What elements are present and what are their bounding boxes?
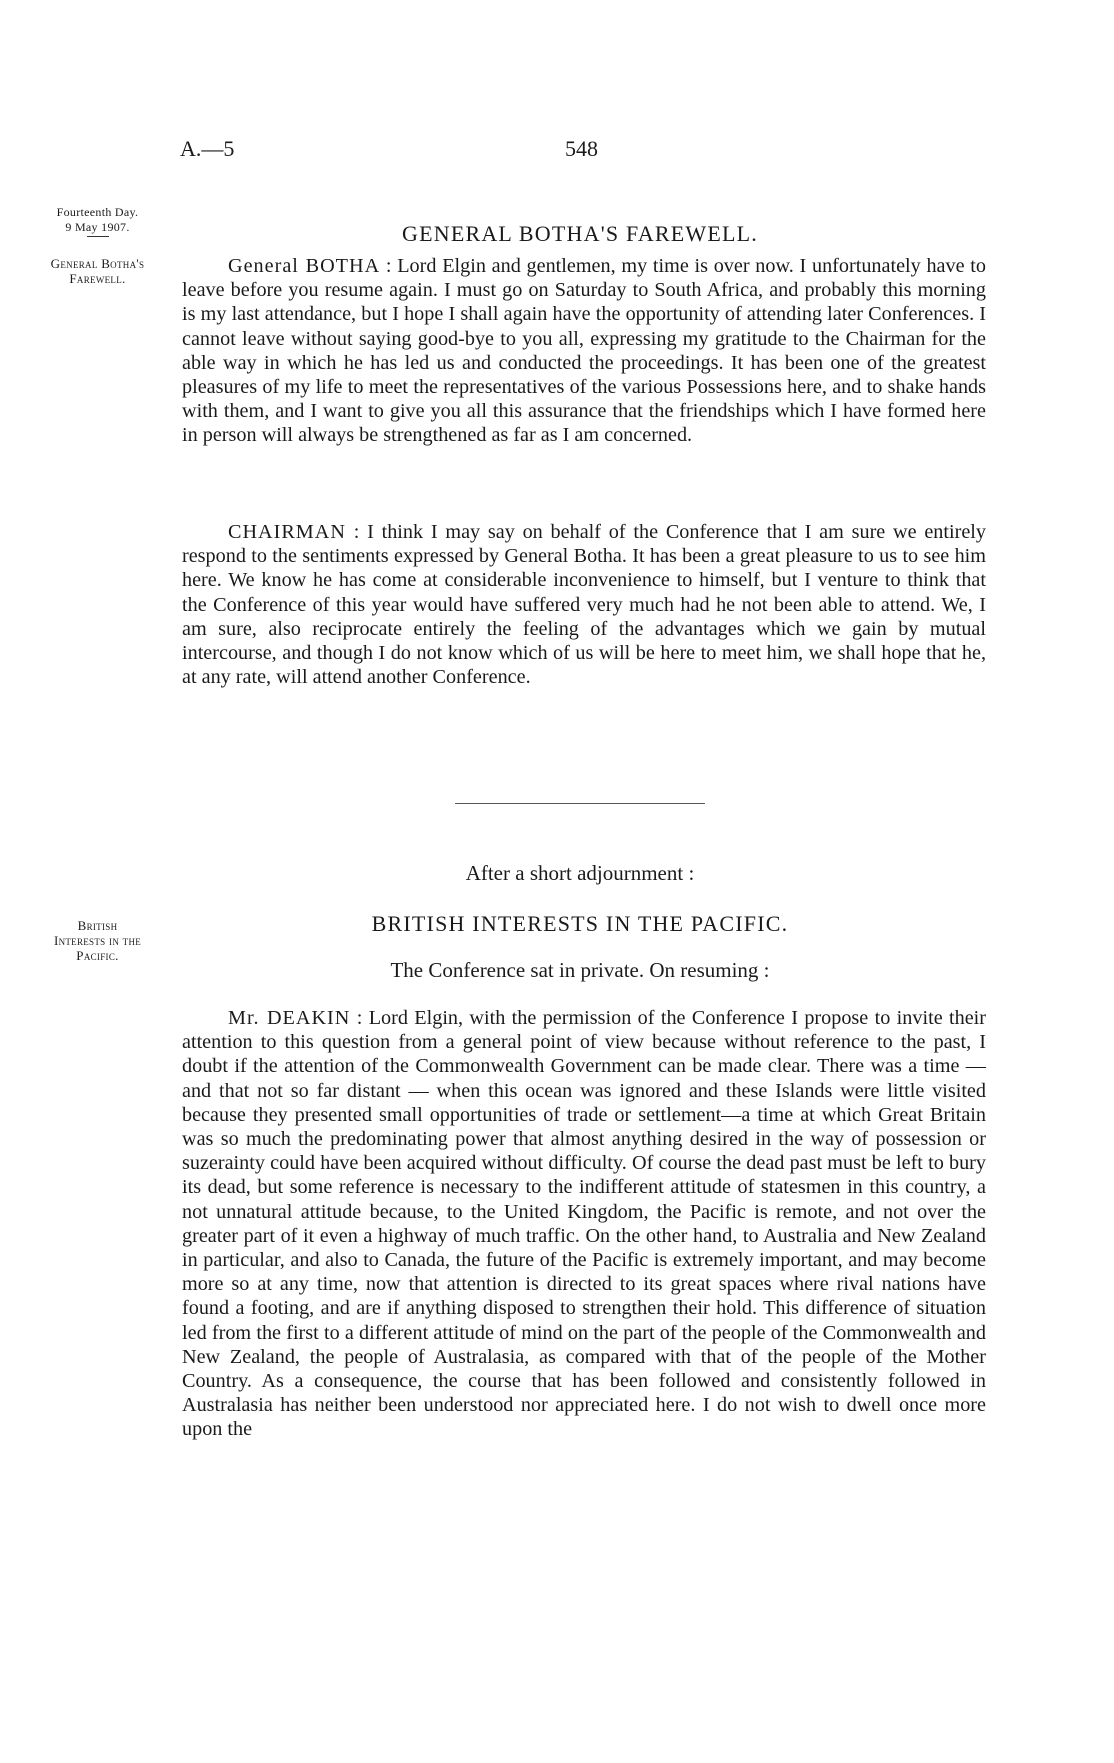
- section-title-pacific: BRITISH INTERESTS IN THE PACIFIC.: [371, 911, 789, 936]
- paragraph-chairman: [182, 520, 986, 689]
- margin-note-botha: [20, 256, 175, 286]
- paragraph-deakin: [182, 1006, 986, 1442]
- margin-dash: [87, 236, 109, 237]
- paper-reference: A.—5: [180, 136, 235, 161]
- paragraph-botha-text: : Lord Elgin and gentlemen, my time is over now. I unfortunately have to leave before you resume again. I must go on Saturday to South Africa, and probably this morning is my last attendance, but I hope I shall again have the opportunity of attending later Conferences. I cannot leave without saying good-bye to you all, expressing my gratitude to the Chairman for the able way in which he has led us and conducted the proceedings. It has been one of the greatest pleasures of my life to meet the representatives of the various Possessions here, and to shake hands with them, and I want to give you all this assurance that the friendships which I have formed here in person will always be strengthened as far as I am concerned.: [182, 255, 987, 447]
- section-divider: [455, 803, 705, 804]
- speaker-deakin: Mr. DEAKIN: [228, 1007, 351, 1029]
- margin-pacific-label: British Interests in the Pacific.: [53, 918, 142, 963]
- section-title-botha: GENERAL BOTHA'S FAREWELL.: [402, 221, 758, 246]
- margin-botha-label: General Botha's Farewell.: [50, 256, 145, 286]
- margin-note-date: [20, 205, 175, 241]
- margin-note-pacific: [20, 918, 175, 963]
- speaker-botha: General BOTHA: [228, 255, 381, 277]
- private-session-note: The Conference sat in private. On resuming :: [390, 958, 770, 982]
- page-number: 548: [565, 136, 598, 161]
- margin-day: Fourteenth Day.: [56, 205, 139, 219]
- margin-date: 9 May 1907.: [65, 220, 130, 234]
- speaker-chairman: CHAIRMAN: [228, 521, 346, 543]
- page-header: [0, 136, 1114, 166]
- paragraph-botha: [182, 254, 986, 448]
- paragraph-deakin-text: : Lord Elgin, with the permission of the Conference I propose to invite their attention to this question from a general point of view because without reference to the past, I doubt if the attention of the Commonwealth Government can be made clear. There was a time — and that not so far distant — when this ocean was ignored and these Islands were little visited because they presented small opportunities of trade or settlement—a time at which Great Britain was so much the predominating power that almost anything desired in the way of possession or suzerainty could have been acquired without difficulty. Of course the dead past must be left to bury its dead, but some reference is necessary to the indifferent attitude of statesmen in this country, a not unnatural attitude because, to the United Kingdom, the Pacific is remote, and not over the greater part of it even a highway of much traffic. On the other hand, to Australia and New Zealand in particular, and also to Canada, the future of the Pacific is extremely important, and may become more so at any time, now that attention is directed to its great spaces where rival nations have found a footing, and are if anything disposed to strengthen their hold. This difference of situation led from the first to a different attitude of mind on the part of the people of the Commonwealth and New Zealand, the people of Australasia, as compared with that of the people of the Mother Country. As a consequence, the course that has been followed and consistently followed in Australasia has neither been understood nor appreciated here. I do not wish to dwell once more upon the: [182, 1007, 987, 1441]
- paragraph-chairman-text: : I think I may say on behalf of the Conference that I am sure we entirely respond to the sentiments expressed by General Botha. It has been a great pleasure to us to see him here. We know he has come at considerable inconvenience to himself, but I venture to think that the Conference of this year would have suffered very much had he not been able to attend. We, I am sure, also reciprocate entirely the feeling of the advantages which we gain by mutual intercourse, and though I do not know which of us will be here to meet him, we shall hope that he, at any rate, will attend another Conference.: [182, 521, 987, 689]
- adjournment-note: After a short adjournment :: [465, 861, 695, 885]
